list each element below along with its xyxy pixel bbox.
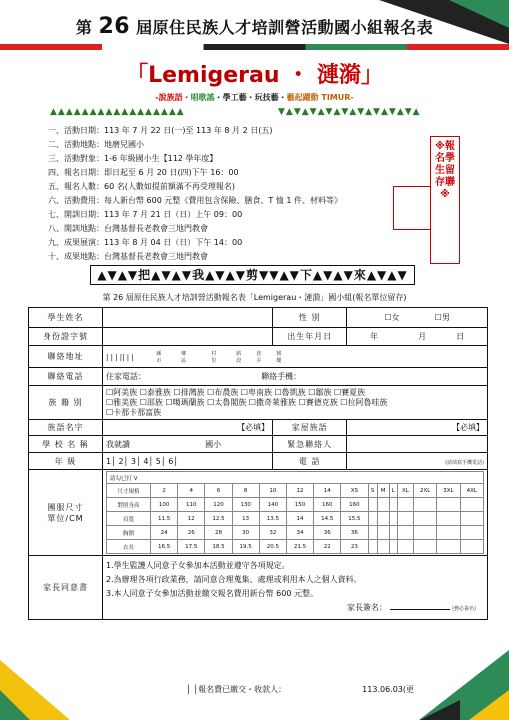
size-cell[interactable]: 2: [151, 484, 178, 498]
size-cell[interactable]: [368, 526, 377, 540]
size-cell[interactable]: 6: [205, 484, 232, 498]
size-cell[interactable]: 150: [286, 498, 313, 512]
student-name-field[interactable]: [103, 308, 273, 328]
parent-signature-field[interactable]: [390, 609, 450, 610]
size-cell[interactable]: 14: [314, 484, 341, 498]
size-cell[interactable]: [389, 526, 397, 540]
year-unit: 年: [370, 332, 379, 341]
size-cell[interactable]: 13.5: [259, 512, 286, 526]
size-cell[interactable]: XL: [397, 484, 413, 498]
size-cell[interactable]: L: [389, 484, 397, 498]
month-unit: 月: [418, 332, 427, 341]
emergency-phone-label: 電 話: [273, 453, 347, 470]
size-cell[interactable]: [377, 526, 389, 540]
size-cell[interactable]: S: [368, 484, 377, 498]
size-cell[interactable]: 4XL: [460, 484, 483, 498]
consent-item: 3.本人同意子女參加活動並繳交報名費用新台幣 600 元整。: [106, 589, 318, 598]
size-cell[interactable]: 23: [341, 540, 368, 554]
size-cell[interactable]: [413, 512, 436, 526]
size-cell[interactable]: 3XL: [437, 484, 460, 498]
size-row: [107, 484, 484, 498]
size-cell[interactable]: [460, 512, 483, 526]
info-item: 五、報名人數：60 名(人數如提前額滿不再受理報名): [48, 182, 235, 191]
consent-section: [103, 556, 488, 620]
size-cell[interactable]: [437, 498, 460, 512]
family-name-label: 家屋族語: [273, 420, 347, 436]
event-brand: 「Lemigerau ・ 漣漪」: [126, 62, 383, 88]
size-cell[interactable]: 17.5: [178, 540, 205, 554]
document-title: 第 26 屆原住民族人才培訓營活動國小組報名表: [75, 14, 434, 39]
size-cell[interactable]: [389, 540, 397, 554]
size-cell[interactable]: 28: [205, 526, 232, 540]
id-number-field[interactable]: [103, 328, 273, 346]
size-cell[interactable]: 24: [151, 526, 178, 540]
clan-name-field[interactable]: [103, 420, 273, 436]
form-title: 第 26 屆原住民族人才培訓營活動報名表「Lemigerau・漣漪」國小組(報名單位留存): [102, 293, 407, 302]
size-cell[interactable]: [437, 512, 460, 526]
size-cell[interactable]: M: [377, 484, 389, 498]
info-item: 三、活動對象：1-6 年級國小生【112 學年度】: [48, 154, 218, 163]
size-cell[interactable]: 10: [259, 484, 286, 498]
size-cell[interactable]: [377, 540, 389, 554]
size-cell[interactable]: 11.5: [151, 512, 178, 526]
student-name-label: 學生姓名: [29, 308, 103, 328]
size-cell[interactable]: XS: [341, 484, 368, 498]
family-name-field[interactable]: [347, 420, 488, 436]
footer-triangle-black: [420, 700, 460, 720]
postal-code-boxes: | | | || | |: [106, 353, 134, 361]
female-checkbox[interactable]: ☐女: [384, 313, 400, 322]
signature-note: (務必簽名): [452, 606, 476, 612]
size-cell[interactable]: 110: [178, 498, 205, 512]
footer-triangle-yellow-right: [469, 690, 509, 720]
size-cell[interactable]: 8: [232, 484, 259, 498]
phone-field[interactable]: [103, 368, 488, 386]
size-cell[interactable]: [397, 512, 413, 526]
size-row: [107, 498, 484, 512]
size-note: 請勾已打 V: [107, 472, 484, 484]
consent-item: 2.為辦理各項行政業務，請同意合理蒐集、處理或利用本人之個人資料。: [106, 575, 362, 584]
size-row: [107, 540, 484, 554]
info-item: 九、成果展演：113 年 8 月 04 日（日）下午 14：00: [48, 238, 243, 247]
size-cell[interactable]: [389, 498, 397, 512]
size-cell[interactable]: [437, 540, 460, 554]
address-field[interactable]: [103, 346, 488, 368]
size-cell[interactable]: 140: [259, 498, 286, 512]
size-cell[interactable]: 34: [286, 526, 313, 540]
size-cell[interactable]: 14: [286, 512, 313, 526]
day-unit: 日: [456, 332, 465, 341]
size-cell[interactable]: 160: [341, 498, 368, 512]
size-cell[interactable]: 2XL: [413, 484, 436, 498]
size-cell[interactable]: 14.5: [314, 512, 341, 526]
size-cell[interactable]: 16.5: [151, 540, 178, 554]
size-cell[interactable]: [460, 540, 483, 554]
id-number-label: 身份證字號: [29, 328, 103, 346]
info-item: 二、活動地點：地磨兒國小: [48, 140, 144, 149]
clan-name-label: 族語名字: [29, 420, 103, 436]
uniform-size-label: 團服尺寸 單位/CM: [29, 470, 103, 556]
required-note: 【必填】: [237, 423, 270, 432]
male-checkbox[interactable]: ☐男: [434, 313, 450, 322]
size-cell[interactable]: 30: [232, 526, 259, 540]
event-subtitle: -說族語・唱歌謠・學工藝・玩技藝・藝起躍動 TIMUR-: [155, 93, 354, 102]
phone-note: (請填寫手機電話): [445, 459, 484, 466]
size-row-label: 尺寸規格: [107, 484, 151, 498]
size-row: [107, 526, 484, 540]
size-cell[interactable]: 20.5: [259, 540, 286, 554]
footer-triangle-green-left: [0, 690, 30, 720]
school-prefix: 我就讀: [106, 439, 130, 449]
size-cell[interactable]: [397, 498, 413, 512]
tribe-options[interactable]: [103, 386, 488, 420]
size-cell[interactable]: 12.5: [205, 512, 232, 526]
size-cell[interactable]: [413, 540, 436, 554]
required-note: 【必填】: [452, 423, 484, 432]
address-units-top: 縣 鄉 村 路 巷 號: [156, 350, 282, 357]
size-cell[interactable]: 12: [286, 484, 313, 498]
info-item: 六、活動費用：每人新台幣 600 元整《費用包含保險、膳食、T 恤 1 件、材料等》: [48, 196, 342, 205]
size-cell[interactable]: [389, 512, 397, 526]
size-cell[interactable]: [368, 540, 377, 554]
size-cell[interactable]: [368, 498, 377, 512]
address-label: 聯絡地址: [29, 346, 103, 368]
info-item: 十、成果地點：台灣基督長老教會三地門教會: [48, 252, 208, 261]
school-label: 學 校 名 稱: [29, 436, 103, 453]
size-row-label: 對照身高: [107, 498, 151, 512]
mobile-label: 聯絡手機：: [261, 372, 302, 381]
address-units-bottom: 市 區 里 段 弄 樓: [156, 357, 282, 364]
tribe-options-row[interactable]: ☐阿美族 ☐泰雅族 ☐排灣族 ☐布農族 ☐卑南族 ☐魯凱族 ☐鄒族 ☐賽夏族: [106, 387, 366, 397]
size-cell[interactable]: 12: [178, 512, 205, 526]
size-cell[interactable]: 22: [314, 540, 341, 554]
size-cell[interactable]: [460, 498, 483, 512]
info-item: 四、報名日期：即日起至 6 月 20 日(四)下午 16：00: [48, 168, 239, 177]
size-cell[interactable]: [413, 526, 436, 540]
size-cell[interactable]: 19.5: [232, 540, 259, 554]
size-cell[interactable]: [437, 526, 460, 540]
size-cell[interactable]: 100: [151, 498, 178, 512]
gender-label: 性 別: [273, 308, 347, 328]
size-cell[interactable]: 18.5: [205, 540, 232, 554]
size-cell[interactable]: 36: [341, 526, 368, 540]
size-cell[interactable]: 21.5: [286, 540, 313, 554]
grade-label: 年 級: [29, 453, 103, 470]
size-cell[interactable]: 36: [314, 526, 341, 540]
size-row-label: 衣長: [107, 540, 151, 554]
tribe-options-row[interactable]: ☐雅美族 ☐邵族 ☐噶瑪蘭族 ☐太魯閣族 ☐撒奇萊雅族 ☐賽德克族 ☐拉阿魯哇族: [106, 397, 388, 407]
size-cell[interactable]: [377, 512, 389, 526]
size-cell[interactable]: [368, 512, 377, 526]
size-cell[interactable]: 120: [205, 498, 232, 512]
tribe-options-row[interactable]: ☐卡那卡那富族: [106, 407, 162, 417]
parent-signature-label: 家長簽名：: [347, 603, 387, 612]
size-cell[interactable]: [397, 526, 413, 540]
size-cell[interactable]: 32: [259, 526, 286, 540]
decorative-band: [0, 44, 509, 50]
info-item: 七、開訓日期：113 年 7 月 21 日（日）上午 09：00: [48, 210, 243, 219]
event-info-list: [48, 124, 378, 264]
registration-form: [28, 307, 488, 620]
size-cell[interactable]: 26: [178, 526, 205, 540]
emergency-phone-field[interactable]: [347, 453, 488, 470]
info-item: 一、活動日期：113 年 7 月 22 日(一)至 113 年 8 月 2 日(五): [48, 126, 273, 135]
sidebox-arrow: [393, 186, 431, 230]
gender-field[interactable]: [347, 308, 488, 328]
dob-field[interactable]: [347, 328, 488, 346]
emergency-contact-label: 緊急聯絡人: [273, 436, 347, 453]
size-cell[interactable]: 160: [314, 498, 341, 512]
size-row: [107, 512, 484, 526]
size-cell[interactable]: 4: [178, 484, 205, 498]
triangle-decoration-left: ▲▲▲▲▲▲▲▲▲▲▲▲▲▲▲▲▲: [50, 107, 185, 117]
size-cell[interactable]: 13: [232, 512, 259, 526]
emergency-contact-field[interactable]: [347, 436, 488, 453]
cut-here-banner: ▲▼▲▼把▲▼▲▼我▲▼▲▼剪▼▼▲▼下▲▼▲▼來▲▼▲▼: [90, 265, 415, 285]
info-item: 八、開訓地點：台灣基督長老教會三地門教會: [48, 224, 208, 233]
school-suffix: 國小: [205, 439, 222, 449]
uniform-size-chart: [103, 470, 488, 556]
home-phone-label: 住家電話：: [106, 372, 146, 381]
size-cell[interactable]: [460, 526, 483, 540]
consent-item: 1.學生監護人同意子女參加本活動並遵守各項規定。: [106, 561, 290, 570]
size-cell[interactable]: [377, 498, 389, 512]
dob-label: 出生年月日: [273, 328, 347, 346]
consent-label: 家長同意書: [29, 556, 103, 620]
student-copy-notice: ※報名學生留存聯※: [430, 136, 460, 264]
size-row-label: 肩寬: [107, 512, 151, 526]
size-cell[interactable]: 130: [232, 498, 259, 512]
size-cell[interactable]: [397, 540, 413, 554]
phone-label: 聯絡電話: [29, 368, 103, 386]
size-table: [106, 471, 484, 554]
size-cell[interactable]: 15.5: [341, 512, 368, 526]
tribe-label: 族 籍 別: [29, 386, 103, 420]
fee-receipt-line: │ │報名費已繳交・收款人： 113.06.03(更: [186, 685, 415, 694]
school-field[interactable]: [103, 436, 273, 453]
triangle-decoration-right: ▼▲▼▲▼▲▼▲▼▲▼▲▼▲▼▲▼▲: [278, 107, 421, 117]
size-row-label: 胸圍: [107, 526, 151, 540]
size-cell[interactable]: [413, 498, 436, 512]
grade-options[interactable]: 1│ 2│ 3│ 4│ 5│ 6│: [103, 453, 273, 470]
